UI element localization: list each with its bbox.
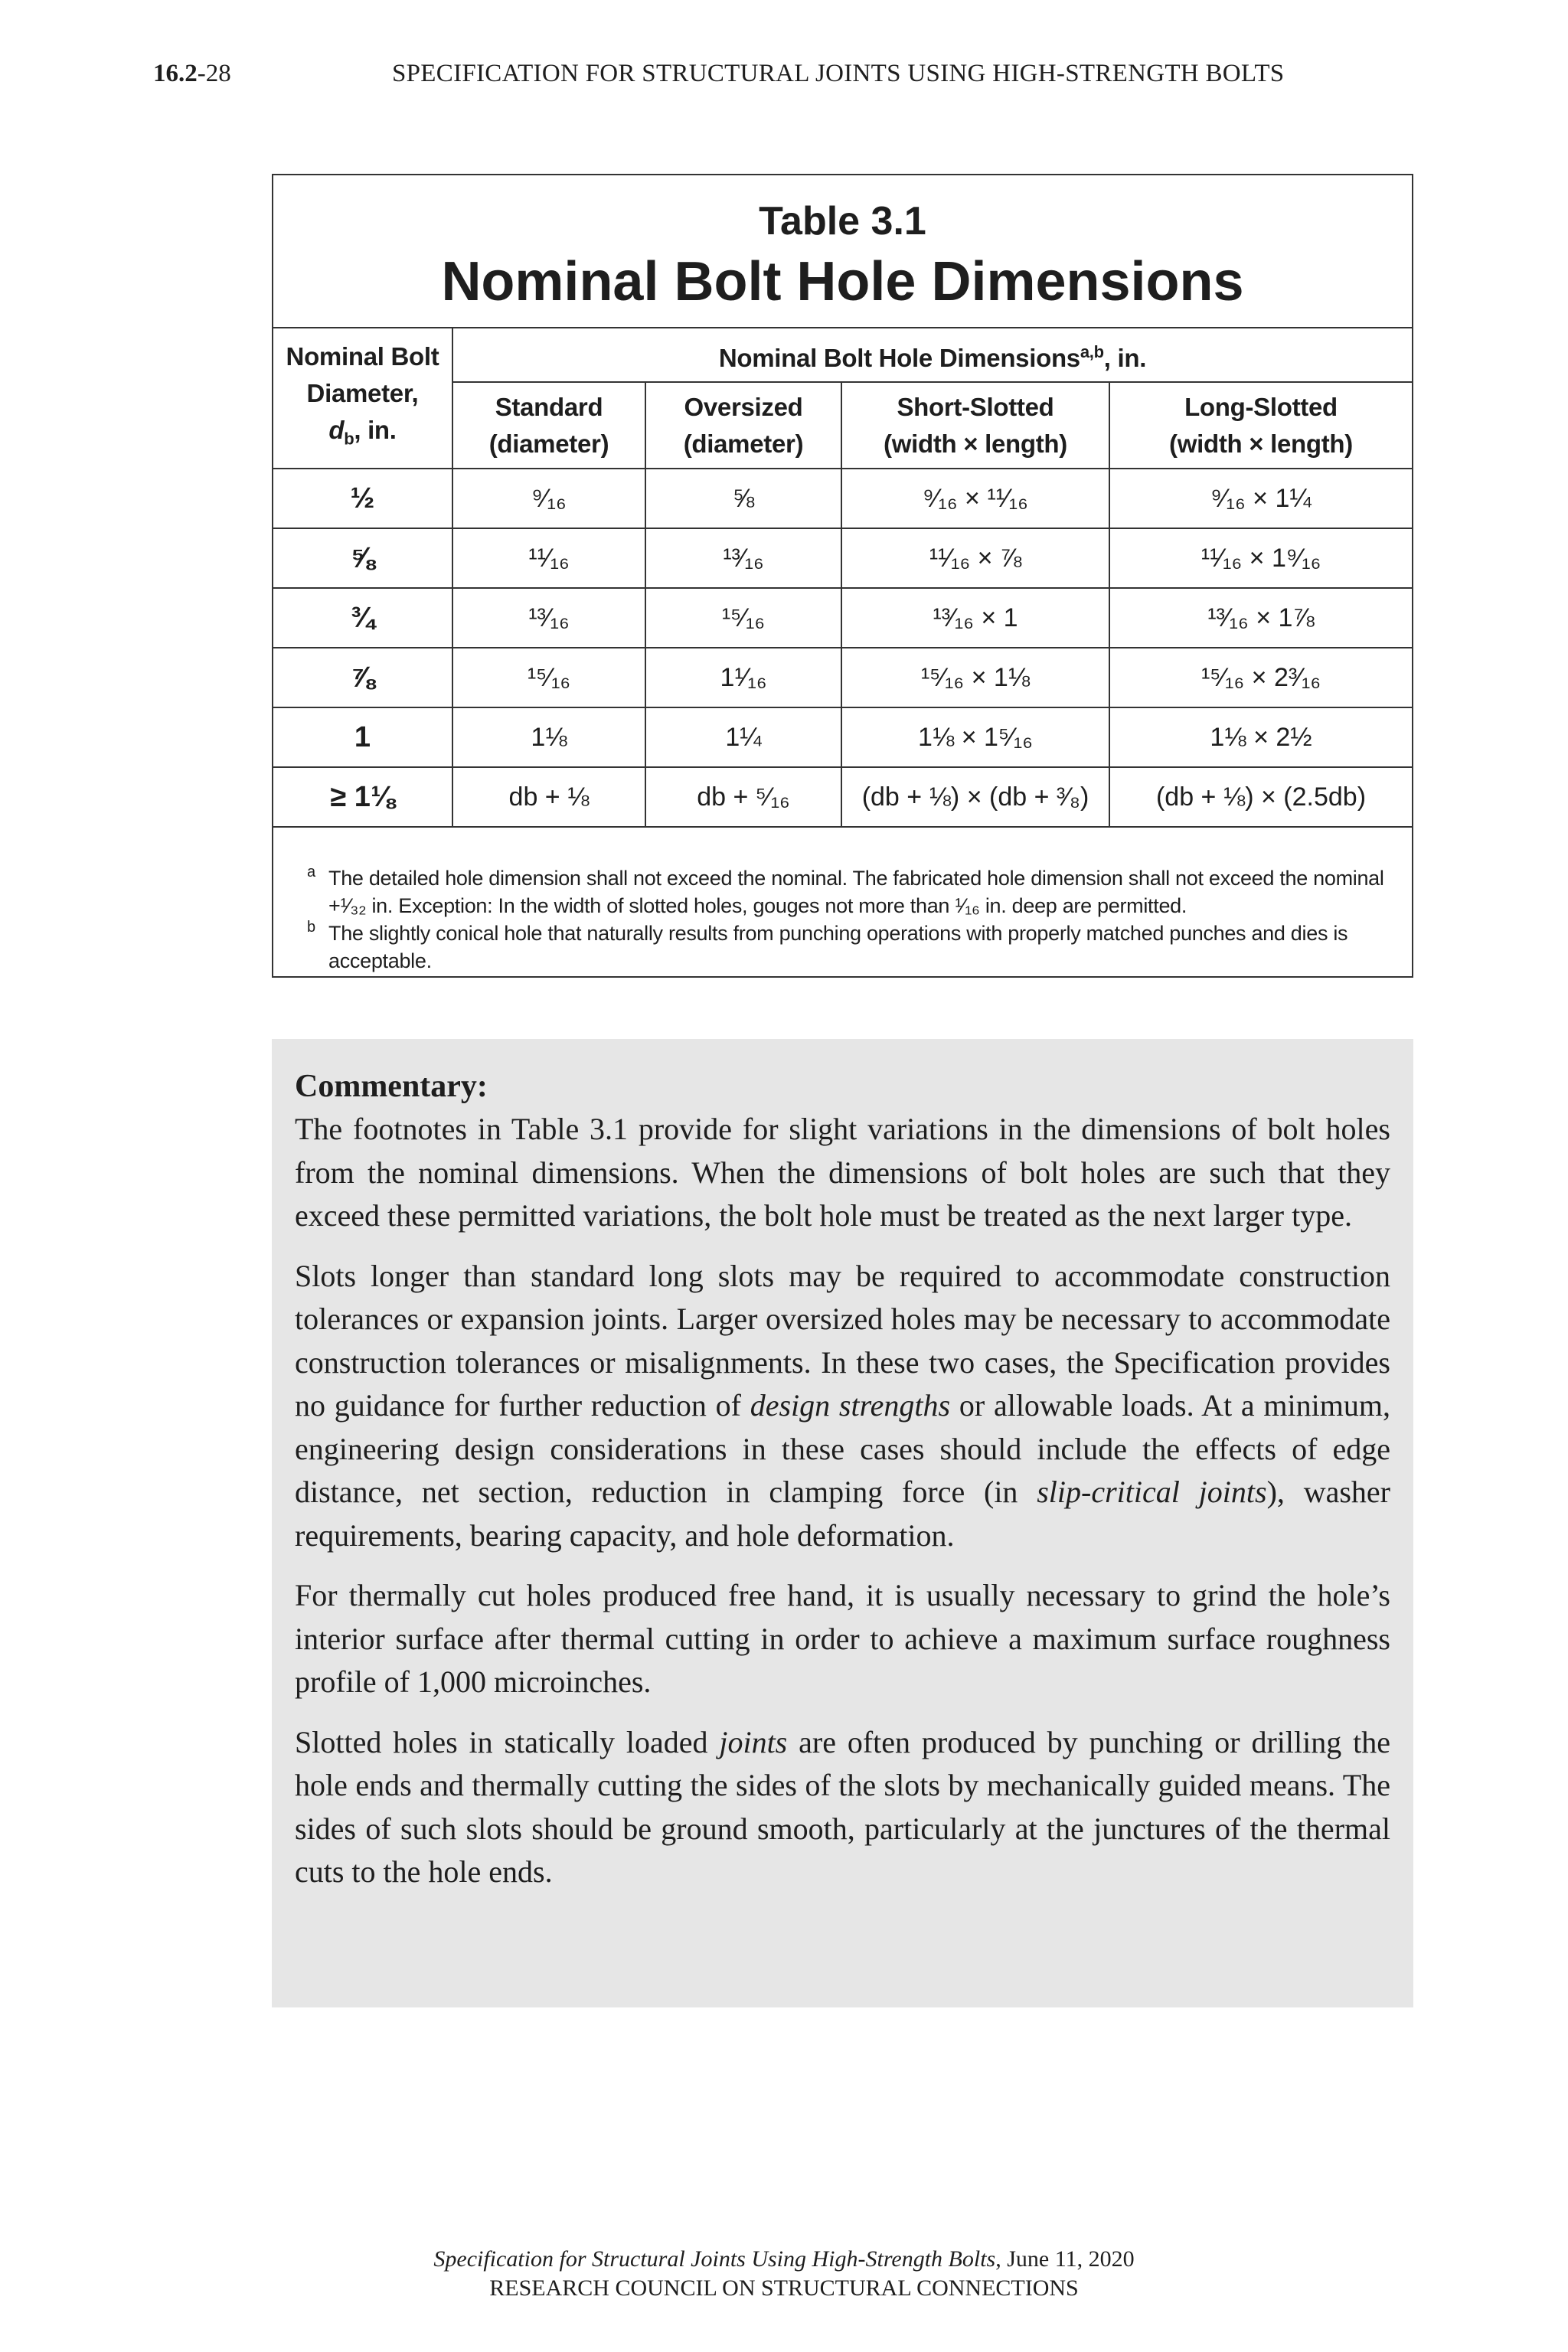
running-head-title: SPECIFICATION FOR STRUCTURAL JOINTS USING HIGH-STRENGTH BOLTS (392, 60, 1285, 87)
cell-diameter: ½ (273, 469, 452, 528)
table-footnotes (307, 864, 1394, 975)
cell-diameter: 1 (273, 707, 452, 767)
cell-oversized: 1¹⁄₁₆ (645, 648, 841, 707)
running-head (0, 60, 1568, 98)
commentary-paragraph-1: The footnotes in Table 3.1 provide for slight variations in the dimensions of bolt holes from the nominal dimensions. When the dimensions of bolt holes are such that they exceed these permitted variations, the bolt hole must be treated as the next larger type. (295, 1112, 1390, 1233)
commentary-box (272, 1039, 1413, 2007)
cell-long-slotted: 1⅛ × 2½ (1109, 707, 1412, 767)
table-title: Nominal Bolt Hole Dimensions (441, 251, 1244, 312)
table-row (273, 528, 1412, 588)
footer-line-1: Specification for Structural Joints Using High-Strength Bolts, June 11, 2020 (433, 2246, 1135, 2272)
header-standard: Standard (diameter) (452, 382, 645, 469)
commentary-heading: Commentary: (295, 1069, 488, 1104)
cell-diameter: ⅝ (273, 528, 452, 588)
cell-long-slotted: ⁹⁄₁₆ × 1¼ (1109, 469, 1412, 528)
cell-standard: db + ⅛ (452, 767, 645, 827)
cell-long-slotted: ¹¹⁄₁₆ × 1⁹⁄₁₆ (1109, 528, 1412, 588)
cell-diameter: ≥ 1⅛ (273, 767, 452, 827)
table-row (273, 469, 1412, 528)
cell-short-slotted: 1⅛ × 1⁵⁄₁₆ (841, 707, 1109, 767)
cell-standard: ¹³⁄₁₆ (452, 588, 645, 648)
header-short-slotted: Short-Slotted (width × length) (841, 382, 1109, 469)
cell-standard: ⁹⁄₁₆ (452, 469, 645, 528)
cell-standard: ¹¹⁄₁₆ (452, 528, 645, 588)
cell-short-slotted: (db + ⅛) × (db + ³⁄₈) (841, 767, 1109, 827)
cell-diameter: ¾ (273, 588, 452, 648)
header-group-dimensions: Nominal Bolt Hole Dimensions$^{a,b}$, in. (452, 328, 1412, 382)
header-long-slotted: Long-Slotted (width × length) (1109, 382, 1412, 469)
cell-long-slotted: ¹³⁄₁₆ × 1⅞ (1109, 588, 1412, 648)
table-number: Table 3.1 (759, 199, 926, 243)
page-number: 16.2-28 (153, 60, 231, 87)
bolt-hole-table (272, 174, 1413, 978)
table-row (273, 648, 1412, 707)
footer-line-2: RESEARCH COUNCIL ON STRUCTURAL CONNECTIONS (489, 2275, 1079, 2301)
table-caption (273, 175, 1412, 328)
commentary-paragraph-2: Slots longer than standard long slots may be required to accommodate construction tolerances or expansion joints. Larger oversized holes may be necessary to accommodate construction tolerances or misalignments. In these two cases, the Specification provides no guidance for further reduction of design strengths or allowable loads. At a minimum, engineering design considerations in these cases should include the effects of edge distance, net section, reduction in clamping force (in slip-critical joints), washer requirements, bearing capacity, and hole deformation. (295, 1258, 1390, 1553)
page-footer (0, 2245, 1568, 2303)
cell-short-slotted: ⁹⁄₁₆ × ¹¹⁄₁₆ (841, 469, 1109, 528)
cell-oversized: 1¼ (645, 707, 841, 767)
header-oversized: Oversized (diameter) (645, 382, 841, 469)
cell-short-slotted: ¹³⁄₁₆ × 1 (841, 588, 1109, 648)
cell-long-slotted: ¹⁵⁄₁₆ × 2³⁄₁₆ (1109, 648, 1412, 707)
table-row (273, 707, 1412, 767)
data-table (273, 328, 1412, 828)
commentary-paragraph-3: For thermally cut holes produced free hand, it is usually necessary to grind the hole’s interior surface after thermal cutting in order to achieve a maximum surface roughness profile of 1,000 microinches. (295, 1578, 1390, 1699)
cell-long-slotted: (db + ⅛) × (2.5db) (1109, 767, 1412, 827)
cell-short-slotted: ¹⁵⁄₁₆ × 1⅛ (841, 648, 1109, 707)
cell-standard: ¹⁵⁄₁₆ (452, 648, 645, 707)
footnote-b: b The slightly conical hole that naturally results from punching operations with properly matched punches and dies is acceptable. (307, 919, 1348, 972)
footnote-a: a The detailed hole dimension shall not exceed the nominal. The fabricated hole dimension shall not exceed the nominal +¹⁄₃₂ in. Exception: In the width of slotted holes, gouges not more than ¹⁄₁₆ in. deep are permitted. (307, 864, 1384, 917)
header-nominal-bolt-diameter: Nominal Bolt Diameter, $d_b$, in. (273, 328, 452, 469)
cell-oversized: ¹³⁄₁₆ (645, 528, 841, 588)
cell-short-slotted: ¹¹⁄₁₆ × ⅞ (841, 528, 1109, 588)
cell-oversized: ⅝ (645, 469, 841, 528)
cell-diameter: ⅞ (273, 648, 452, 707)
cell-oversized: db + ⁵⁄₁₆ (645, 767, 841, 827)
cell-standard: 1⅛ (452, 707, 645, 767)
table-row (273, 588, 1412, 648)
commentary-paragraph-4: Slotted holes in statically loaded joints are often produced by punching or drilling the hole ends and thermally cutting the sides of the slots by mechanically guided means. The sides of such slots should be ground smooth, particularly at the junctures of the thermal cuts to the hole ends. (295, 1724, 1391, 1889)
cell-oversized: ¹⁵⁄₁₆ (645, 588, 841, 648)
table-row (273, 767, 1412, 827)
